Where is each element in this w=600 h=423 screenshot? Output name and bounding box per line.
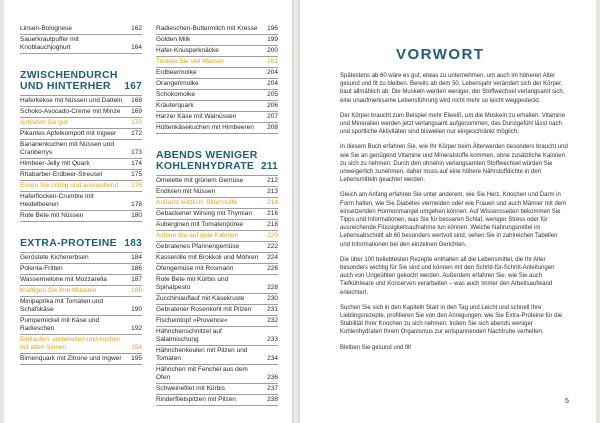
entry-page: 226 — [267, 265, 278, 272]
entry-title: Minipaprika mit Tomaten und Schafskäse — [20, 298, 103, 313]
entry-title: Achten Sie auf gute Kalorien — [156, 232, 239, 239]
toc-column-2 — [156, 24, 278, 406]
toc-entry — [20, 170, 142, 181]
toc-entry — [156, 35, 278, 46]
entry-page: 207 — [267, 113, 278, 120]
entry-page: 231 — [267, 306, 278, 313]
foreword-paragraph: Spätestens ab 60 wäre es gut, etwas zu unternehmen, um auch im höheren Alter gesund und fit zu bleiben. Bereits ab dem 50. Lebensjahr verändert sich der Körper, baut allmählich ab: Die Muskeln werden weniger, der Stoffwechsel verlangsamt sich, eine unaufmerksame Lebensführung wird nicht mehr so leicht weggesteckt. — [340, 73, 565, 104]
entry-title: Schlafen Sie gut — [20, 119, 68, 126]
section-title: ABENDS WENIGER KOHLENHYDRATE — [156, 149, 258, 172]
toc-entry — [156, 79, 278, 90]
entry-title: Erdbeermolke — [156, 69, 197, 76]
entry-title: Gebratenes Pfannengemüse — [156, 243, 240, 250]
entry-page: 168 — [131, 97, 142, 104]
toc-entry — [156, 316, 278, 327]
entry-title: Wassermelone mit Mozzarella — [20, 276, 107, 283]
toc-entry — [156, 253, 278, 264]
toc-entry — [20, 316, 142, 335]
section-page: 183 — [124, 238, 142, 249]
toc-section-heading — [20, 236, 142, 253]
entry-page: 228 — [267, 284, 278, 291]
entry-title: Bananenkuchen mit Nüssen und Cranberrys — [20, 141, 114, 156]
toc-entry — [156, 346, 278, 365]
entry-page: 196 — [267, 25, 278, 32]
entry-title: Schweinefilet mit Kürbis — [156, 385, 225, 392]
entry-page: 172 — [131, 130, 142, 137]
toc-entry — [156, 220, 278, 231]
entry-page: 232 — [267, 317, 278, 324]
toc-section-heading — [156, 148, 278, 176]
entry-title: Harzer Käse mit Walnüssen — [156, 113, 237, 120]
toc-entry — [20, 35, 142, 54]
entry-page: 218 — [267, 221, 278, 228]
entry-title: Hüttenkäsekuchen mit Himbeeren — [156, 124, 254, 131]
entry-title: Pumpernickel mit Käse und Radieschen — [20, 317, 100, 332]
entry-page: 178 — [131, 201, 142, 208]
entry-page: 174 — [131, 160, 142, 167]
entry-title: Kräftigen Sie Ihre Muskeln — [20, 287, 97, 294]
toc-entry — [156, 209, 278, 220]
foreword-page — [300, 0, 596, 423]
book-gutter — [292, 0, 300, 423]
entry-page: 224 — [267, 254, 278, 261]
entry-page: 238 — [267, 396, 278, 403]
toc-page — [4, 0, 292, 423]
entry-page: 234 — [267, 355, 278, 362]
toc-entry — [156, 101, 278, 112]
entry-title: Rote Bete mit Nüssen — [20, 212, 84, 219]
toc-info-entry — [20, 335, 142, 354]
toc-entry — [156, 395, 278, 406]
entry-title: Pikantes Apfelkompott mit Ingwer — [20, 130, 117, 137]
entry-page: 201 — [267, 58, 278, 65]
entry-title: Golden Milk — [156, 36, 191, 43]
toc-spacer — [20, 222, 142, 236]
entry-title: Zucchiniauflauf mit Käsekruste — [156, 295, 245, 302]
entry-page: 175 — [131, 171, 142, 178]
entry-page: 216 — [267, 210, 278, 217]
entry-title: Hähnchenschnitzel auf Salatmischung — [156, 328, 222, 343]
entry-title: Kräuterquark — [156, 102, 194, 109]
entry-title: Rhabarber-Erdbeer-Streusel — [20, 171, 103, 178]
entry-title: Linsen-Bolognese — [20, 25, 73, 32]
entry-title: Ofengemüse mit Rosmarin — [156, 265, 234, 272]
foreword-paragraph: Der Körper braucht zum Beispiel mehr Eiweiß, um die Muskeln zu erhalten. Vitamine und Mineralien werden jetzt verlangsamt aufgenommen, das Durstgefühl lässt nach und sportliche Aktivitäten sind bisweilen nur eingeschränkt möglich. — [340, 112, 565, 136]
foreword-paragraph: Die über 100 beliebtesten Rezepte enthalten all die Lebensmittel, die Ihr Alter besonders wichtig für Sie sind und können mit den Schritt-für-Schritt-Anleitungen auch von Ungeübten gekocht werden. Außerdem erfahren Sie, wie Sie auch Tiefkühlware und Konserven verarbeiten – was auch immer den Arbeitsaufwand erleichtert. — [340, 256, 555, 296]
entry-title: Einkaufen, vorbereiten und kochen mit allen Sinnen — [20, 336, 121, 351]
entry-title: Geröstete Kichererbsen — [20, 254, 89, 261]
entry-page: 187 — [131, 276, 142, 283]
entry-page: 208 — [267, 124, 278, 131]
toc-entry — [156, 327, 278, 346]
toc-entry — [20, 129, 142, 140]
toc-entry — [156, 365, 278, 384]
entry-page: 204 — [267, 80, 278, 87]
entry-title: Rinderfiletspitzen mit Pilzen — [156, 396, 236, 403]
section-title: ZWISCHENDURCH UND HINTERHER — [20, 69, 118, 92]
entry-title: Fischeintopf »Provence« — [156, 317, 228, 324]
toc-info-entry — [20, 118, 142, 129]
toc-entry — [20, 354, 142, 365]
entry-title: Gebratener Rosenkohl mit Pilzen — [156, 306, 252, 313]
entry-page: 205 — [267, 91, 278, 98]
entry-title: Himbeer-Jelly mit Quark — [20, 160, 90, 167]
entry-page: 237 — [267, 385, 278, 392]
entry-title: Rote Bete mit Kürbis und Spinatpesto — [156, 276, 229, 291]
foreword-paragraph: Bleiben Sie gesund und fit! — [340, 344, 412, 351]
entry-title: Sauerkrautpuffer mit Knoblauchjoghurt — [20, 36, 79, 51]
entry-page: 199 — [267, 36, 278, 43]
toc-entry — [20, 140, 142, 159]
toc-entry — [20, 211, 142, 222]
toc-info-entry — [20, 181, 142, 192]
entry-page: 162 — [131, 25, 142, 32]
toc-entry — [20, 96, 142, 107]
entry-page: 170 — [131, 119, 142, 126]
entry-title: Radieschen-Buttermilch mit Kresse — [156, 25, 258, 32]
toc-column-1 — [20, 24, 142, 365]
entry-page: 164 — [131, 44, 142, 51]
entry-page: 184 — [131, 254, 142, 261]
toc-entry — [20, 107, 142, 118]
toc-entry — [156, 176, 278, 187]
entry-page: 236 — [267, 374, 278, 381]
entry-title: Hähnchenkeulen mit Pilzen und Tomaten — [156, 347, 248, 362]
toc-info-entry — [156, 231, 278, 242]
toc-entry — [20, 192, 142, 211]
toc-info-entry — [20, 286, 142, 297]
entry-title: Schokomolke — [156, 91, 196, 98]
toc-entry — [156, 24, 278, 35]
entry-page: 195 — [131, 355, 142, 362]
entry-title: Birnenquark mit Zitrone und Ingwer — [20, 355, 122, 362]
toc-entry — [20, 264, 142, 275]
page-title: VORWORT — [396, 46, 485, 63]
toc-entry — [156, 275, 278, 294]
toc-entry — [20, 297, 142, 316]
entry-page: 214 — [267, 199, 278, 206]
entry-title: Hafer-Knusperknäcke — [156, 47, 219, 54]
entry-title: Omelette mit grünem Gemüse — [156, 177, 244, 184]
toc-entry — [20, 253, 142, 264]
entry-page: 206 — [267, 102, 278, 109]
foreword-paragraph: Gleich am Anfang erfahren Sie unter anderem, wie Sie Herz, Knochen und Darm in Form halten, wie Sie Diabetes vermeiden oder wie Frauen und auch Männer mit dem einsetzenden Hormonmangel umgehen können. Auf Wissensseiten bekommen Sie Tipps und Informationen, was Sie für besseren Schlaf, weniger Stress oder für ausreichende Flüssigkeitsaufnahme tun können. Welche Nahrungsmittel im Lebensabschnitt ab 60 besonders wertvoll sind, sehen Sie in zahlreichen Tabellen und Informationen bei den einzelnen Gerichten. — [340, 192, 567, 248]
entry-page: 233 — [267, 336, 278, 343]
entry-page: 212 — [267, 177, 278, 184]
entry-page: 169 — [131, 108, 142, 115]
toc-spacer — [156, 134, 278, 148]
foreword-paragraph: Suchen Sie sich in den Kapiteln Start in den Tag und Leicht und schnell Ihre Lieblingsrezepte, profitieren Sie von den Anregungen, wie Sie Extra-Proteine für die Stabilität Ihrer Knochen zu sich nehmen. Indem Sie sich abends weniger Kohlenhydraten Ihrem Organismus zur entspannenden Nachtruhe verhelfen. — [340, 304, 563, 336]
page-number: 5 — [565, 398, 569, 405]
entry-page: 176 — [131, 182, 142, 189]
entry-page: 190 — [131, 306, 142, 313]
entry-title: Polenta-Fritten — [20, 265, 63, 272]
toc-spacer — [20, 54, 142, 68]
toc-entry — [156, 264, 278, 275]
entry-title: Kasserolle mit Brokkoli und Möhren — [156, 254, 259, 261]
entry-page: 222 — [267, 243, 278, 250]
entry-page: 186 — [131, 265, 142, 272]
foreword-paragraph: In diesem Buch erfahren Sie, wie Ihr Körper beim Älterwerden besonders braucht und wie Sie an genügend Vitamine und Mineralstoffe kommen, ohne zusätzliche Kalorien zu sich zu nehmen. Durch den ohnehin verlangsamten Stoffwechsel würden Sie unweigerlich zunehmen, daher muss auf eine höhere Nährstoffdichte in den Lebensmitteln geachtet werden. — [340, 144, 568, 184]
toc-info-entry — [156, 57, 278, 68]
toc-entry — [156, 68, 278, 79]
toc-entry — [156, 90, 278, 101]
toc-entry — [156, 384, 278, 395]
toc-entry — [20, 24, 142, 35]
toc-entry — [156, 112, 278, 123]
entry-title: Endivien mit Nüssen — [156, 188, 216, 195]
entry-page: 200 — [267, 47, 278, 54]
toc-entry — [156, 46, 278, 57]
section-title: EXTRA-PROTEINE — [20, 237, 117, 249]
entry-page: 192 — [131, 325, 142, 332]
entry-page: 230 — [267, 295, 278, 302]
toc-entry — [20, 275, 142, 286]
entry-title: Haferkekse mit Nüssen und Datteln — [20, 97, 123, 104]
toc-entry — [156, 123, 278, 134]
entry-page: 204 — [267, 69, 278, 76]
toc-entry — [156, 294, 278, 305]
toc-entry — [20, 159, 142, 170]
section-page: 167 — [124, 81, 142, 92]
entry-page: 220 — [267, 232, 278, 239]
entry-page: 188 — [131, 287, 142, 294]
entry-title: Auberginen mit Tomatenpüree — [156, 221, 243, 228]
foreword-text — [340, 72, 568, 359]
entry-title: Schoko-Avocado-Creme mit Minze — [20, 108, 121, 115]
toc-section-heading — [20, 68, 142, 96]
toc-entry — [156, 187, 278, 198]
entry-title: Trinken Sie viel Wasser — [156, 58, 224, 65]
toc-info-entry — [156, 198, 278, 209]
entry-page: 213 — [267, 188, 278, 195]
entry-page: 180 — [131, 212, 142, 219]
entry-page: 173 — [131, 149, 142, 156]
entry-title: Orangenmolke — [156, 80, 199, 87]
entry-title: Gebackener Wirsing mit Thymian — [156, 210, 252, 217]
entry-title: Hähnchen mit Fenchel aus dem Ofen — [156, 366, 248, 381]
entry-title: Außerst nützlich: Bitterstoffe — [156, 199, 238, 206]
entry-page: 194 — [131, 344, 142, 351]
toc-entry — [156, 242, 278, 253]
section-page: 211 — [260, 161, 278, 172]
entry-title: Essen Sie richtig und ausreichend — [20, 182, 119, 189]
toc-entry — [156, 305, 278, 316]
entry-title: Haferflocken-Crumble mit Heidelbeeren — [20, 193, 94, 208]
